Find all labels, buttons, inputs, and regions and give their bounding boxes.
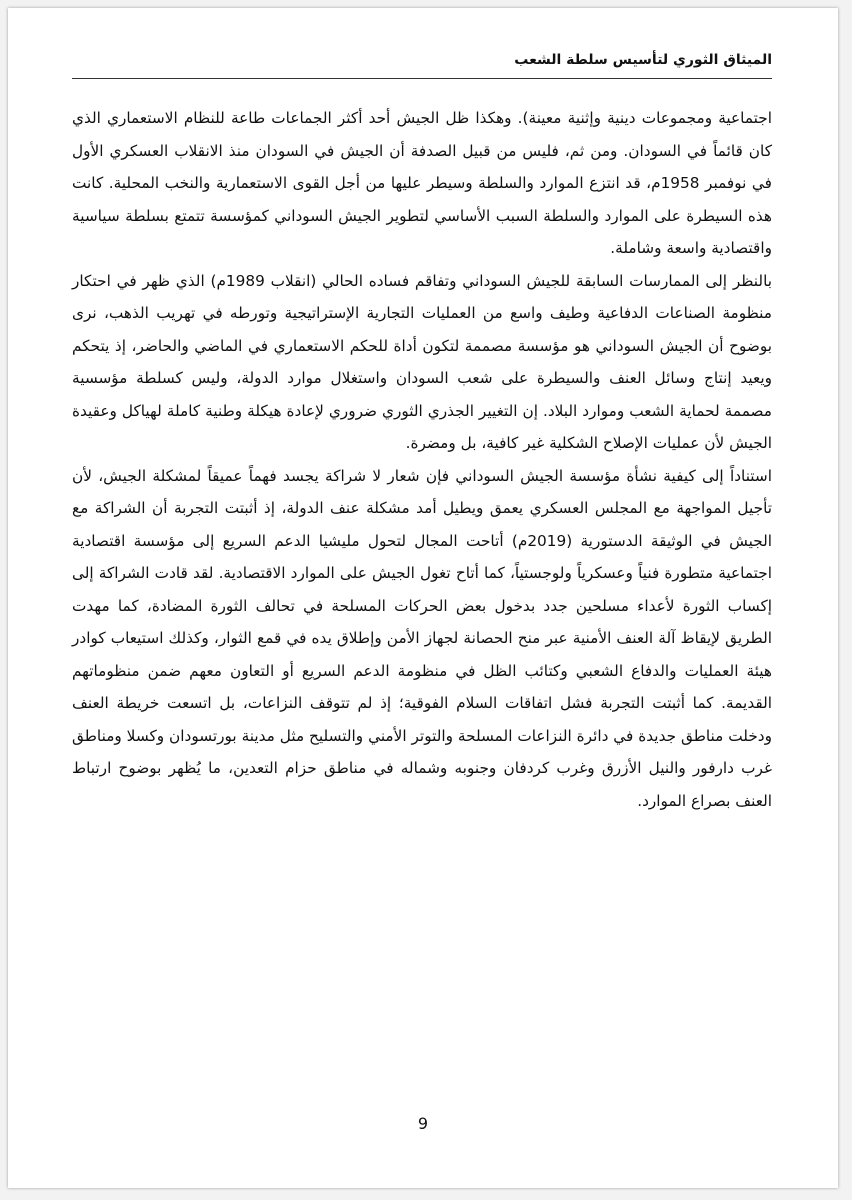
header-divider	[72, 78, 772, 79]
page-number: 9	[417, 1114, 429, 1133]
document-page	[8, 8, 838, 1188]
body-text	[72, 102, 772, 817]
paragraph-2: بالنظر إلى الممارسات السابقة للجيش السوداني وتفاقم فساده الحالي (انقلاب 1989م) الذي ظهر في احتكار منظومة الصناعات الدفاعية وطيف واسع من العمليات التجارية الإستراتيجية وتورطه في تهريب الذهب، نرى بوضوح أن الجيش السوداني هو مؤسسة مصممة لتكون أداة للحكم الاستعماري في الماضي والحاضر، إذ يتحكم ويعيد إنتاج وسائل العنف والسيطرة على شعب السودان واستغلال موارد الدولة، وليس كسلطة مؤسسية مصممة لحماية الشعب وموارد البلاد. إن التغيير الجذري الثوري ضروري لإعادة هيكلة وطنية كاملة لهياكل وعقيدة الجيش لأن عمليات الإصلاح الشكلية غير كافية، بل ومضرة.	[72, 271, 772, 452]
running-header: الميثاق الثوري لتأسيس سلطة الشعب	[514, 52, 772, 68]
paragraph-1: اجتماعية ومجموعات دينية وإثنية معينة). وهكذا ظل الجيش أحد أكثر الجماعات طاعة للنظام الاستعماري الذي كان قائماً في السودان. ومن ثم، فليس من قبيل الصدفة أن الجيش في السودان منذ الانقلاب العسكري الأول في نوفمبر 1958م، قد انتزع الموارد والسلطة وسيطر عليها من أجل القوى الاستعمارية والنخب المحلية. كانت هذه السيطرة على الموارد والسلطة السبب الأساسي لتطوير الجيش السوداني كمؤسسة تتمتع بسلطة سياسية واقتصادية واسعة وشاملة.	[72, 109, 772, 257]
paragraph-3: استناداً إلى كيفية نشأة مؤسسة الجيش السوداني فإن شعار لا شراكة يجسد فهماً عميقاً لمشكلة الجيش، لأن تأجيل المواجهة مع المجلس العسكري يعمق ويطيل أمد مشكلة عنف الدولة، إذ أثبتت التجربة أن الشراكة مع الجيش في الوثيقة الدستورية (2019م) أتاحت المجال لتحول مليشيا الدعم السريع إلى مؤسسة اقتصادية اجتماعية متطورة فنياً وعسكرياً ولوجستياً، كما أتاح تغول الجيش على الموارد الاقتصادية. لقد قادت الشراكة إلى إكساب الثورة لأعداء مسلحين جدد بدخول بعض الحركات المسلحة في تحالف الثورة المضادة، كما مهدت الطريق لإيقاظ آلة العنف الأمنية عبر منح الحصانة لجهاز الأمن وإطلاق يده في قمع الثوار، وكذلك استيعاب كوادر هيئة العمليات والدفاع الشعبي وكتائب الظل في منظومة الدعم السريع أو التعاون معهم ضمن منظوماتهم القديمة. كما أثبتت التجربة فشل اتفاقات السلام الفوقية؛ إذ لم تتوقف النزاعات، بل اتسعت خريطة العنف ودخلت مناطق جديدة في دائرة النزاعات المسلحة والتوتر الأمني والتسليح مثل مدينة بورتسودان وكسلا ومناطق غرب دارفور والنيل الأزرق وغرب كردفان وجنوبه وشماله في مناطق حزام التعدين، ما يُظهر بوضوح ارتباط العنف بصراع الموارد.	[72, 466, 772, 810]
